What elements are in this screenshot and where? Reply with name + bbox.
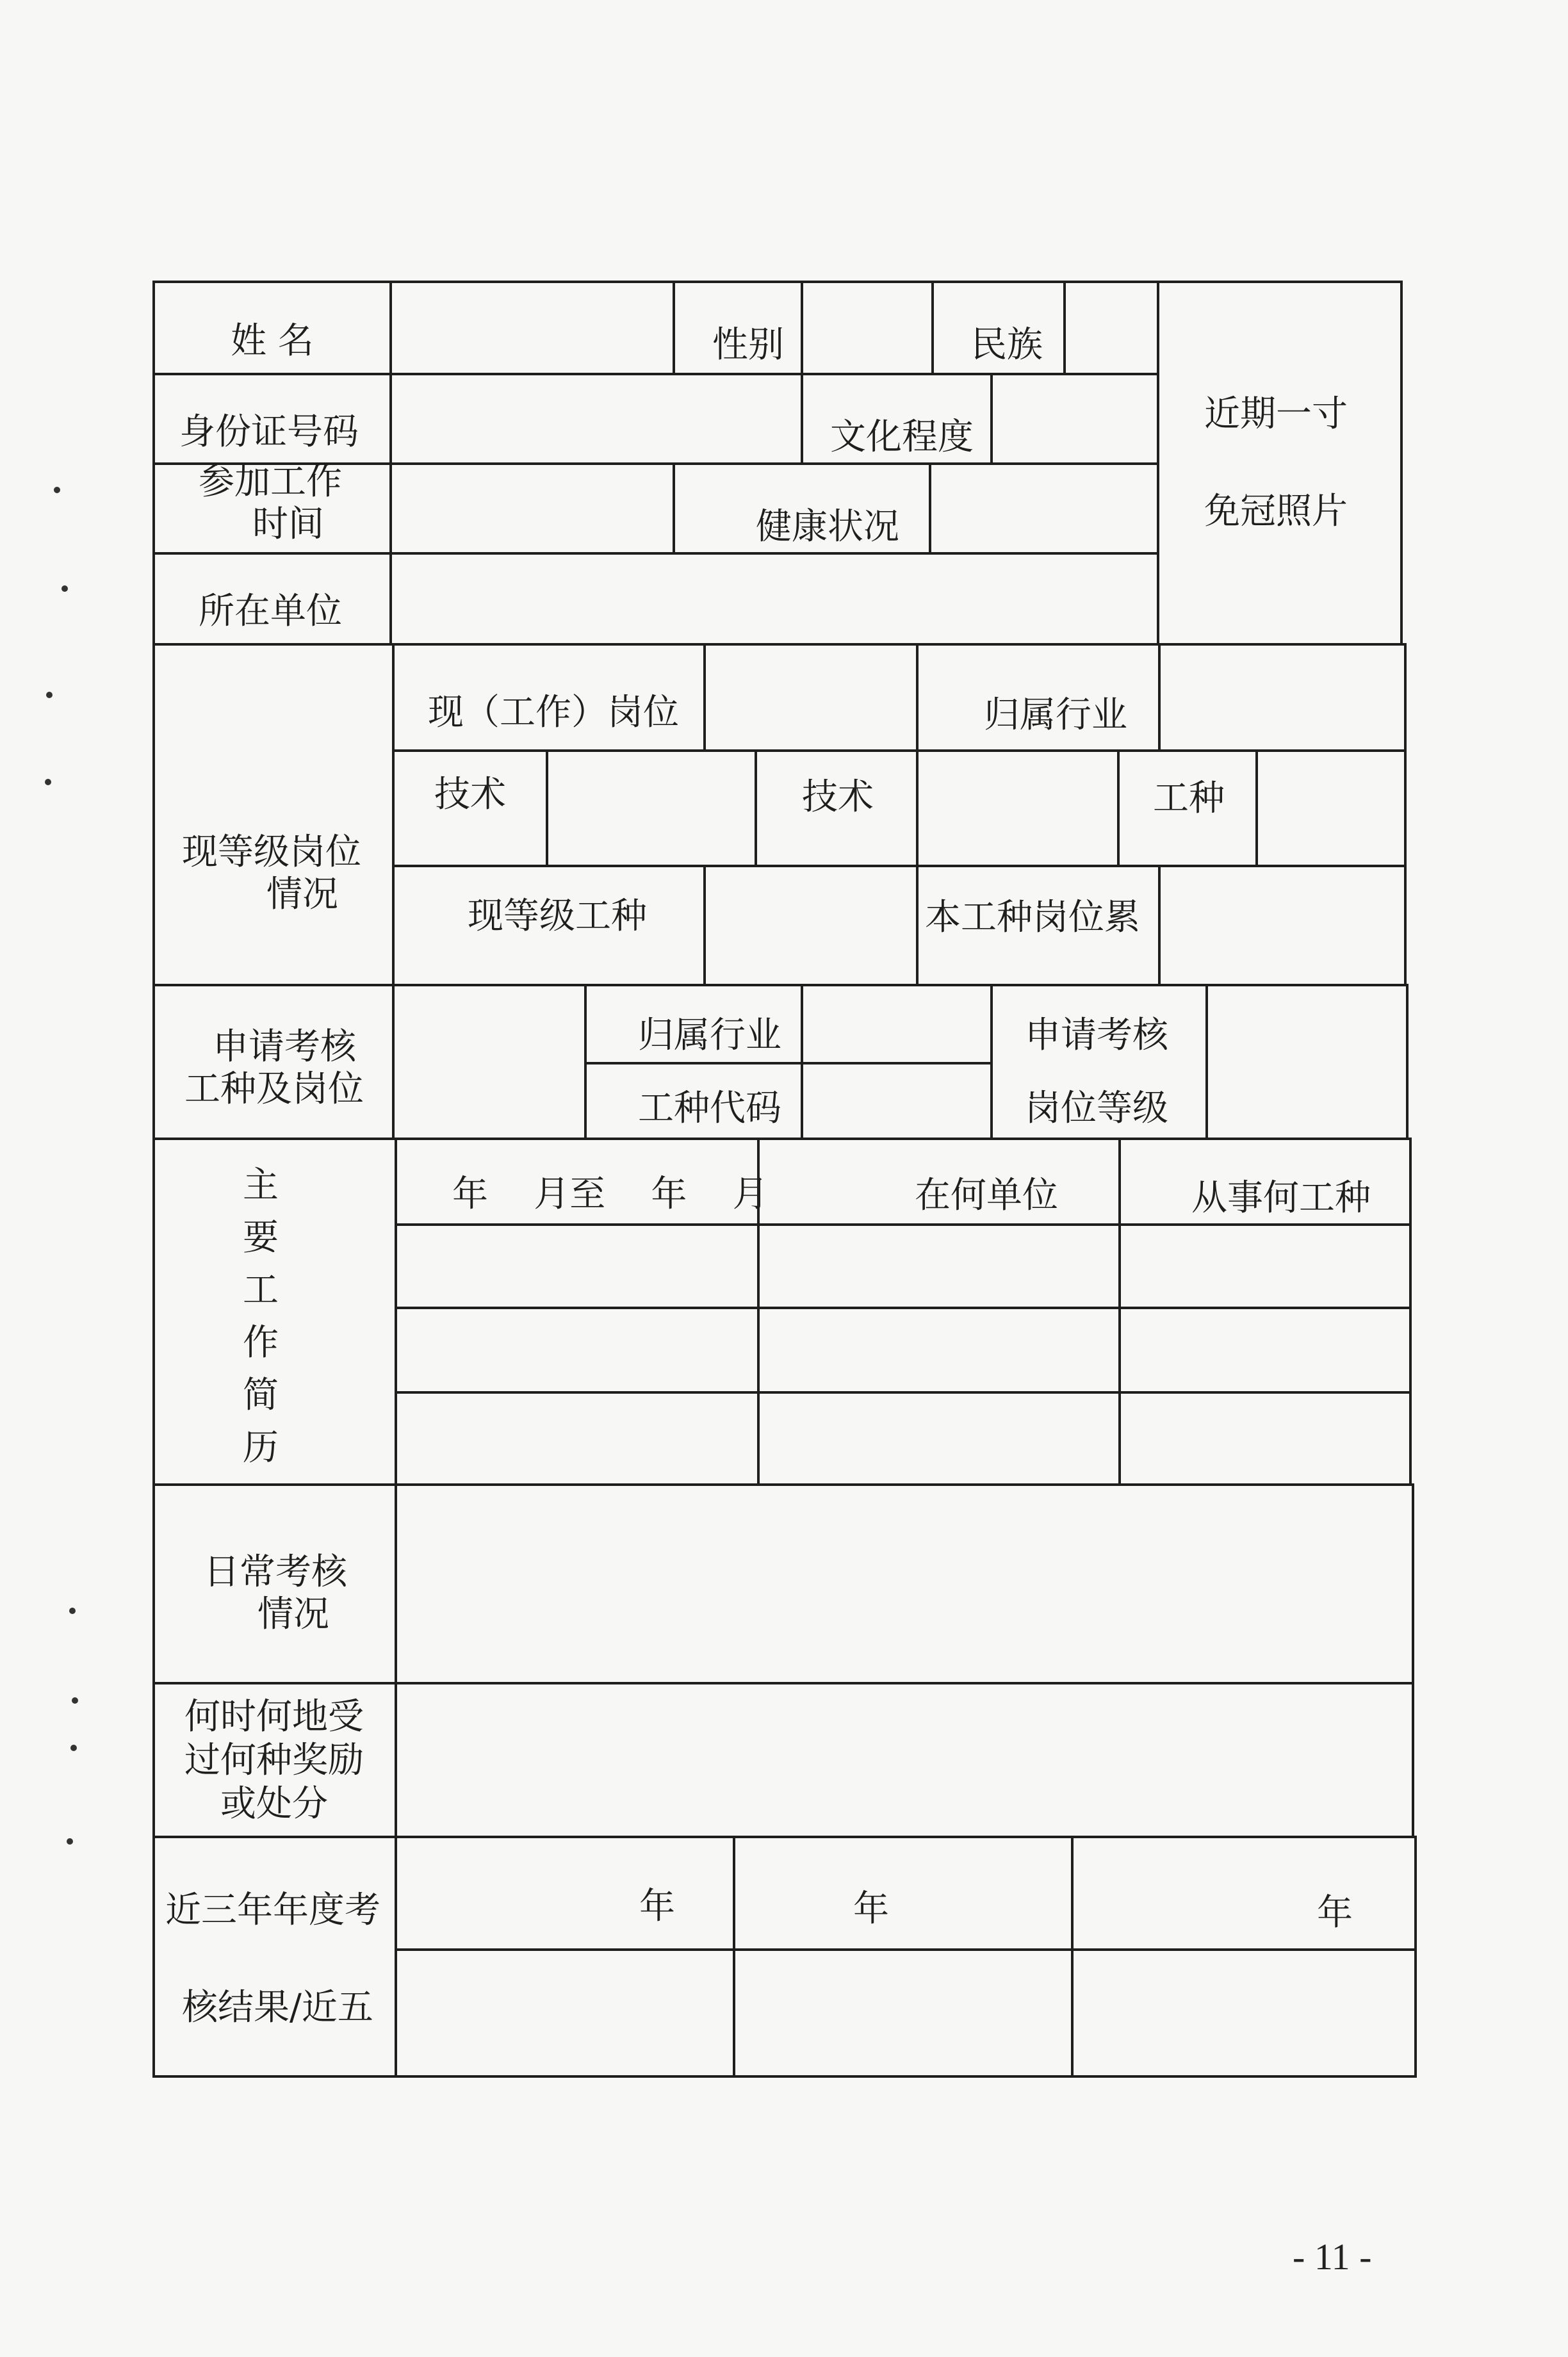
apply-industry-field[interactable] bbox=[803, 986, 990, 1062]
work-start-field[interactable] bbox=[392, 465, 673, 552]
health-field[interactable] bbox=[931, 465, 1157, 552]
apply-level-label-line2: 岗位等级 bbox=[1025, 1088, 1168, 1129]
unit-label: 所在单位 bbox=[199, 591, 342, 632]
border-right-top bbox=[1400, 281, 1403, 643]
binding-mark-5 bbox=[69, 1608, 76, 1614]
tech-field-1[interactable] bbox=[548, 752, 755, 865]
name-field[interactable] bbox=[392, 283, 673, 373]
award-label-line2: 过何种奖励 bbox=[184, 1740, 364, 1781]
page-number: - 11 - bbox=[1293, 2236, 1372, 2278]
trade-code-label: 工种代码 bbox=[638, 1088, 781, 1129]
annual-label-line1: 近三年年度考 bbox=[165, 1889, 380, 1931]
education-field[interactable] bbox=[993, 375, 1157, 462]
current-grade-trade-field[interactable] bbox=[706, 867, 916, 984]
tech-label-2: 技术 bbox=[802, 776, 874, 818]
row-line-9 bbox=[154, 1138, 1409, 1140]
binding-mark-3 bbox=[46, 692, 53, 698]
trade-label: 工种 bbox=[1153, 778, 1225, 819]
ethnicity-field[interactable] bbox=[1066, 283, 1157, 373]
annual-results-area[interactable] bbox=[397, 1951, 1414, 2075]
tech-field-2[interactable] bbox=[919, 752, 1117, 865]
gender-label: 性别 bbox=[712, 324, 784, 366]
gender-field[interactable] bbox=[803, 283, 931, 373]
apply-label-line1: 申请考核 bbox=[213, 1026, 356, 1068]
industry-label: 归属行业 bbox=[984, 694, 1127, 736]
border-right-daily bbox=[1412, 1483, 1414, 1836]
trade-left bbox=[1117, 749, 1120, 865]
ethnicity-left bbox=[931, 281, 934, 373]
year-label-2: 年 bbox=[853, 1888, 889, 1930]
apply-trade-field[interactable] bbox=[395, 986, 584, 1138]
apply-level-field[interactable] bbox=[1208, 986, 1406, 1138]
current-grade-label-line1: 现等级岗位 bbox=[182, 831, 361, 873]
apply-level-label-line1: 申请考核 bbox=[1025, 1015, 1168, 1056]
binding-mark-1 bbox=[54, 487, 60, 493]
photo-label-line2: 免冠照片 bbox=[1204, 491, 1348, 532]
ethnicity-label: 民族 bbox=[971, 324, 1043, 366]
border-right-apply bbox=[1406, 984, 1409, 1138]
trade-post-label: 本工种岗位累 bbox=[925, 897, 1140, 938]
trade-post-field[interactable] bbox=[1161, 867, 1404, 984]
binding-mark-7 bbox=[70, 1745, 77, 1751]
daily-assessment-field[interactable] bbox=[397, 1486, 1412, 1682]
apply-level-left bbox=[990, 984, 993, 1138]
border-left bbox=[152, 281, 155, 2078]
current-post-field[interactable] bbox=[706, 646, 916, 749]
year-label-1: 年 bbox=[639, 1886, 675, 1927]
binding-mark-6 bbox=[72, 1697, 78, 1704]
work-start-label-line2: 时间 bbox=[252, 503, 324, 545]
resume-unit-header: 在何单位 bbox=[915, 1175, 1058, 1216]
id-number-field[interactable] bbox=[392, 375, 801, 462]
resume-label: 主要工作简历 bbox=[243, 1164, 279, 1469]
trade-code-field[interactable] bbox=[803, 1064, 990, 1138]
annual-label-line2: 核结果/近五 bbox=[182, 1987, 373, 2028]
unit-field[interactable] bbox=[392, 555, 1157, 643]
name-label: 姓 名 bbox=[231, 320, 314, 362]
binding-mark-2 bbox=[61, 585, 68, 592]
current-grade-trade-label: 现等级工种 bbox=[468, 895, 647, 937]
border-right-resume bbox=[1409, 1138, 1412, 1483]
row-line-15 bbox=[155, 1836, 1414, 1838]
education-label: 文化程度 bbox=[830, 416, 974, 458]
resume-trade-header: 从事何工种 bbox=[1191, 1177, 1371, 1219]
photo-label-line1: 近期一寸 bbox=[1204, 393, 1348, 435]
binding-mark-4 bbox=[45, 779, 51, 785]
health-left bbox=[673, 462, 675, 552]
apply-value-right bbox=[584, 984, 587, 1138]
border-bottom bbox=[155, 2075, 1417, 2078]
border-right bbox=[1404, 643, 1407, 984]
photo-area[interactable] bbox=[1159, 283, 1400, 643]
industry-field[interactable] bbox=[1161, 646, 1404, 749]
apply-label-line2: 工种及岗位 bbox=[184, 1068, 364, 1110]
id-number-label: 身份证号码 bbox=[179, 411, 359, 453]
award-field[interactable] bbox=[397, 1684, 1412, 1836]
resume-period-header: 年 月至 年 月 bbox=[452, 1173, 769, 1215]
award-label-line3: 或处分 bbox=[220, 1783, 328, 1825]
binding-mark-8 bbox=[67, 1838, 73, 1845]
daily-label-line1: 日常考核 bbox=[204, 1551, 347, 1593]
current-post-label: 现（工作）岗位 bbox=[428, 692, 679, 733]
year-label-3: 年 bbox=[1317, 1892, 1353, 1934]
daily-label-line2: 情况 bbox=[257, 1594, 329, 1635]
trade-field[interactable] bbox=[1258, 752, 1404, 865]
work-start-label-line1: 参加工作 bbox=[199, 461, 342, 503]
tech-2-left bbox=[755, 749, 757, 865]
gender-left bbox=[673, 281, 675, 373]
apply-industry-label: 归属行业 bbox=[638, 1015, 781, 1056]
border-right-bottom bbox=[1414, 1836, 1417, 2078]
resume-entries-area[interactable] bbox=[397, 1226, 1409, 1483]
tech-label-1: 技术 bbox=[434, 774, 506, 815]
row-line-5 bbox=[392, 749, 1404, 752]
health-label: 健康状况 bbox=[756, 506, 899, 548]
current-grade-label-line2: 情况 bbox=[266, 874, 338, 915]
award-label-line1: 何时何地受 bbox=[184, 1696, 364, 1738]
